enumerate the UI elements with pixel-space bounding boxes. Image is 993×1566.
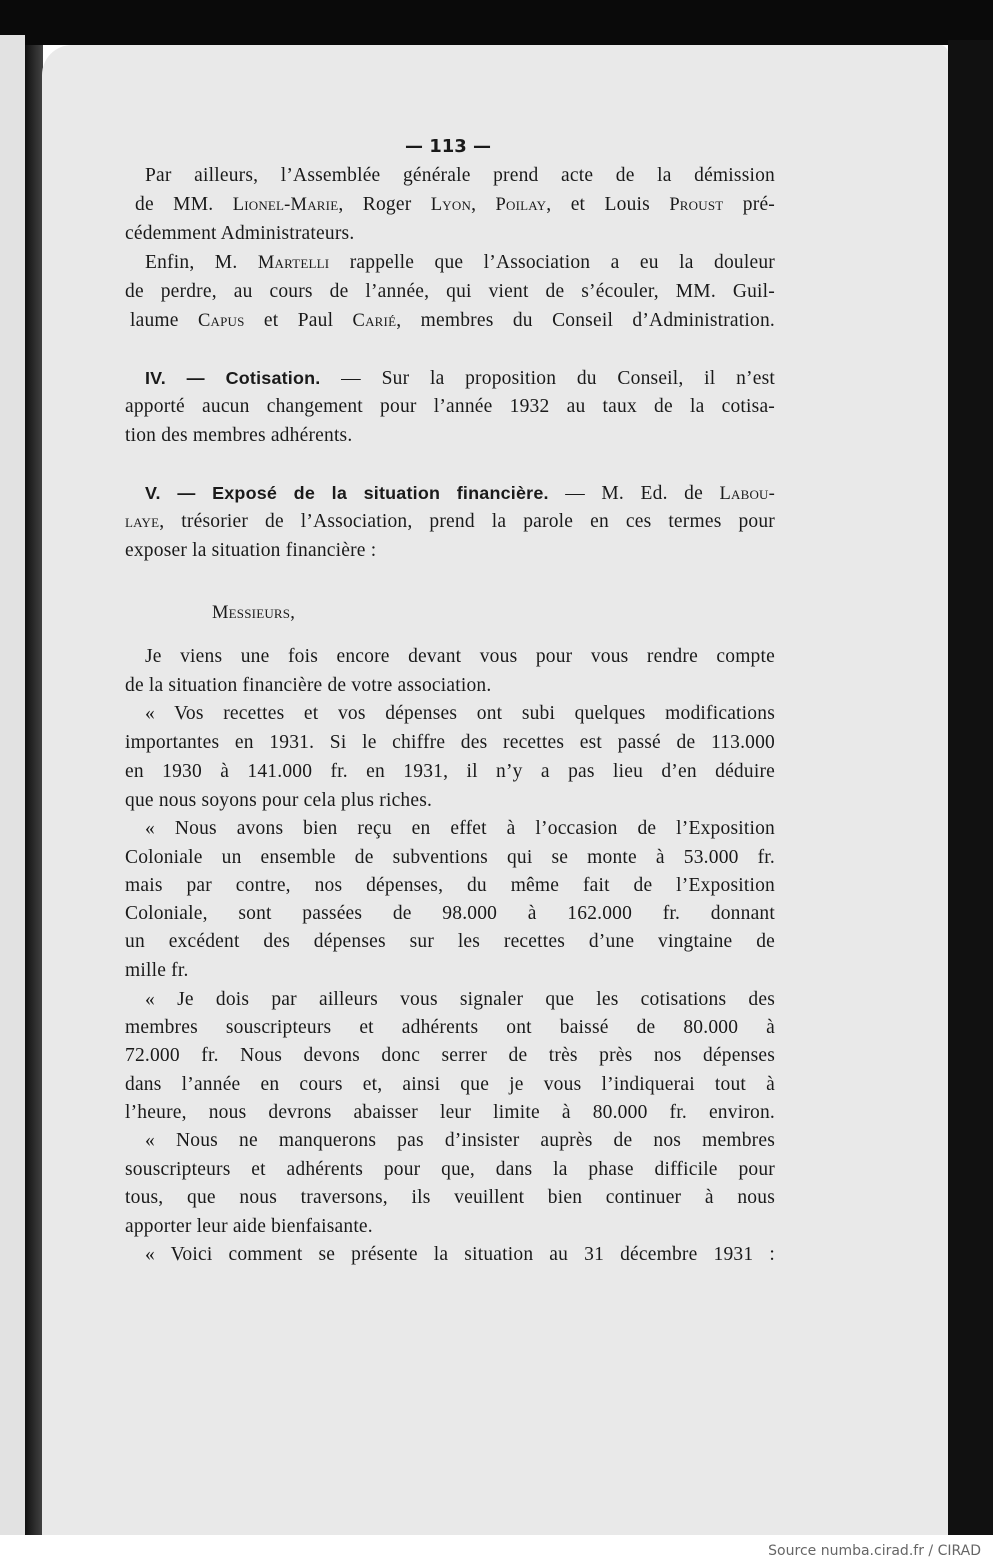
proper-name: laye [125, 511, 160, 532]
text-segment: Coloniale un ensemble de subventions qui se monte à 53.000 fr. [125, 847, 775, 868]
text-segment: , Roger [338, 194, 431, 215]
text-segment: « Voici comment se présente la situation au 31 décembre 1931 : [145, 1244, 775, 1265]
text-line [125, 539, 775, 563]
text-line [125, 1044, 775, 1068]
text-segment: apporté aucun changement pour l’année 1932 au taux de la cotisa- [125, 396, 775, 417]
text-segment: de perdre, au cours de l’année, qui vient de s’écouler, MM. Guil- [125, 281, 775, 302]
text-segment: — M. Ed. de [548, 483, 720, 504]
text-line [145, 251, 775, 275]
text-line [125, 1073, 775, 1097]
text-line [145, 817, 775, 841]
text-segment: , membres du Conseil d’Administration. [396, 310, 775, 331]
text-line [145, 164, 775, 188]
text-segment: cédemment Administrateurs. [125, 223, 355, 244]
text-segment: un excédent des dépenses sur les recettes d’une vingtaine de [125, 931, 775, 952]
proper-name: Capus [197, 310, 245, 331]
text-line [125, 789, 775, 813]
text-line [125, 1101, 775, 1125]
text-segment: dans l’année en cours et, ainsi que je vous l’indiquerai tout à [125, 1074, 775, 1095]
proper-name: Messieurs, [212, 602, 296, 623]
text-segment: en 1930 à 141.000 fr. en 1931, il n’y a pas lieu d’en déduire [125, 761, 775, 782]
text-line [125, 902, 775, 926]
scan-border [948, 40, 993, 1535]
text-segment: Par ailleurs, l’Assemblée générale prend acte de la démission [145, 165, 775, 186]
text-line [125, 510, 775, 534]
section-heading: V. — Exposé de la situation financière. [145, 483, 549, 503]
text-segment: laume [130, 310, 198, 331]
text-segment: pré- [723, 194, 775, 215]
text-line [125, 1186, 775, 1210]
page-number: — 113 — [404, 136, 492, 157]
text-segment: mais par contre, nos dépenses, du même fait de l’Exposition [125, 875, 775, 896]
proper-name: Carié [352, 310, 397, 331]
text-line [125, 846, 775, 870]
text-line [212, 601, 775, 625]
text-line [145, 481, 775, 506]
scan-background [0, 0, 993, 45]
text-segment: Coloniale, sont passées de 98.000 à 162.000 fr. donnant [125, 903, 775, 924]
proper-name: Poilay [495, 194, 547, 215]
proper-name: Lionel-Marie [232, 194, 339, 215]
text-segment: importantes en 1931. Si le chiffre des recettes est passé de 113.000 [125, 732, 775, 753]
text-line [125, 731, 775, 755]
text-line [125, 222, 775, 246]
text-segment: « Nous avons bien reçu en effet à l’occasion de l’Exposition [145, 818, 775, 839]
text-segment: , trésorier de l’Association, prend la parole en ces termes pour [159, 511, 775, 532]
text-segment: , [471, 194, 496, 215]
text-line [145, 1129, 775, 1153]
text-line [125, 395, 775, 419]
text-segment: de la situation financière de votre association. [125, 675, 492, 696]
proper-name: Lyon [430, 194, 472, 215]
text-segment: « Nous ne manquerons pas d’insister auprès de nos membres [145, 1130, 775, 1151]
proper-name: Labou- [719, 483, 775, 504]
proper-name: Martelli [257, 252, 330, 273]
text-line [125, 1016, 775, 1040]
text-line [145, 1243, 775, 1267]
text-line [125, 930, 775, 954]
text-line [145, 988, 775, 1012]
text-line [125, 280, 775, 304]
text-line [125, 1215, 775, 1239]
text-line [125, 959, 775, 983]
text-segment: mille fr. [125, 960, 189, 981]
text-segment: tous, que nous traversons, ils veuillent bien continuer à nous [125, 1187, 775, 1208]
text-line [125, 1158, 775, 1182]
text-segment: apporter leur aide bienfaisante. [125, 1216, 373, 1237]
source-credit: Source numba.cirad.fr / CIRAD [768, 1543, 981, 1559]
text-segment: souscripteurs et adhérents pour que, dans la phase difficile pour [125, 1159, 775, 1180]
text-segment: que nous soyons pour cela plus riches. [125, 790, 433, 811]
text-segment: Je viens une fois encore devant vous pour vous rendre compte [145, 646, 775, 667]
text-line [145, 645, 775, 669]
text-segment: — Sur la proposition du Conseil, il n’est [320, 368, 775, 389]
text-segment: exposer la situation financière : [125, 540, 377, 561]
text-segment: « Vos recettes et vos dépenses ont subi quelques modifications [145, 703, 775, 724]
text-segment: Enfin, M. [145, 252, 258, 273]
text-line [145, 366, 775, 391]
text-segment: 72.000 fr. Nous devons donc serrer de très près nos dépenses [125, 1045, 775, 1066]
text-line [130, 309, 775, 333]
text-line [125, 424, 775, 448]
previous-page-edge [0, 35, 25, 1535]
text-segment: et Paul [244, 310, 353, 331]
text-line [125, 674, 775, 698]
section-heading: IV. — Cotisation. [145, 368, 321, 388]
text-segment: l’heure, nous devrons abaisser leur limite à 80.000 fr. environ. [125, 1102, 775, 1123]
book-gutter [25, 45, 43, 1535]
text-line [125, 874, 775, 898]
text-segment: « Je dois par ailleurs vous signaler que les cotisations des [145, 989, 775, 1010]
text-segment: tion des membres adhérents. [125, 425, 353, 446]
text-segment: , et Louis [546, 194, 670, 215]
text-line [145, 702, 775, 726]
text-segment: de MM. [135, 194, 233, 215]
text-segment: rappelle que l’Association a eu la douleur [329, 252, 775, 273]
text-line [135, 193, 775, 217]
proper-name: Proust [669, 194, 724, 215]
text-segment: membres souscripteurs et adhérents ont baissé de 80.000 à [125, 1017, 775, 1038]
text-line [125, 760, 775, 784]
